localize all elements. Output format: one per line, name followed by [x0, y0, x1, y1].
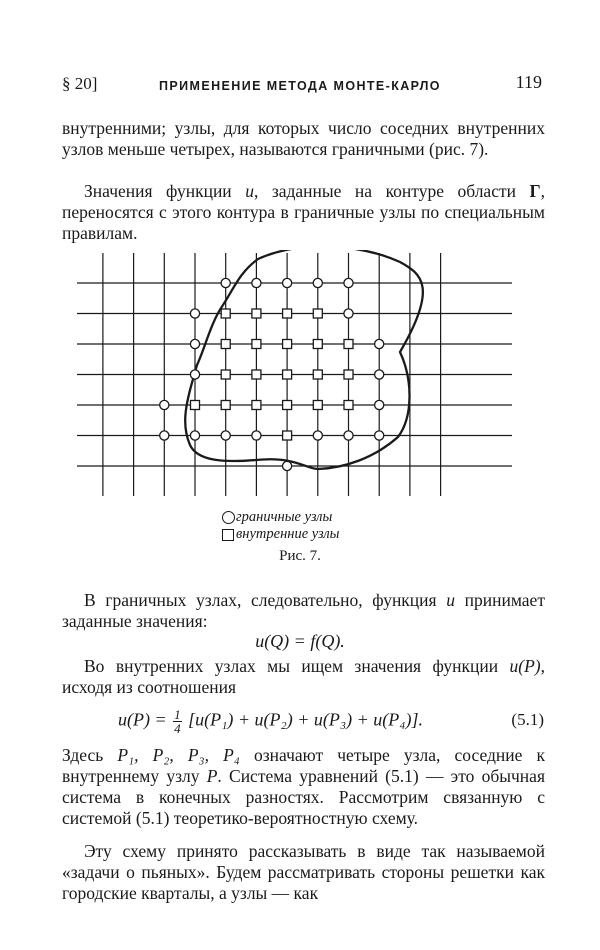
- boundary-node: [283, 461, 292, 470]
- boundary-node: [160, 431, 169, 440]
- interior-node: [283, 340, 292, 349]
- figure-caption: Рис. 7.: [279, 548, 321, 564]
- boundary-node: [375, 339, 384, 348]
- interior-node: [252, 309, 261, 318]
- paragraph-3: В граничных узлах, следовательно, функция u принимает заданные значения:: [62, 590, 545, 631]
- paragraph-5: Здесь P₁, P₂, P₃, P₄ означают четыре узла, соседние к внутреннему узлу P. Система уравнений (5.1) — это обычная система в конечных разностях. Рассмотрим связанную с системой (5.1) теоретико-вероятностную схему.: [62, 745, 545, 828]
- square-marker-icon: [222, 529, 234, 541]
- interior-node: [344, 401, 353, 410]
- figure-grid: [70, 250, 520, 510]
- interior-node: [221, 340, 230, 349]
- equation-5-1: u(P) = $\frac{1}{4}$ [u(P₁) + u(P₂) + u(P₃) + u(P₄)].: [118, 707, 424, 736]
- interior-node: [283, 370, 292, 379]
- section-number: § 20]: [62, 74, 98, 93]
- interior-node: [252, 370, 261, 379]
- interior-node: [252, 401, 261, 410]
- boundary-node: [221, 278, 230, 287]
- interior-node: [221, 309, 230, 318]
- boundary-node: [313, 278, 322, 287]
- boundary-node: [283, 278, 292, 287]
- interior-node: [313, 370, 322, 379]
- interior-node: [221, 401, 230, 410]
- boundary-node: [190, 431, 199, 440]
- boundary-node: [190, 309, 199, 318]
- legend-boundary-label: граничные узлы: [236, 509, 333, 525]
- boundary-node: [375, 400, 384, 409]
- paragraph-6: Эту схему принято рассказывать в виде так называемой «задачи о пьяных». Будем рассматривать стороны решетки как городские кварталы, а узлы — как: [62, 841, 545, 903]
- boundary-node: [190, 370, 199, 379]
- equation-label: (5.1): [511, 710, 544, 729]
- paragraph-2: Значения функции u, заданные на контуре области Г, переносятся с этого контура в граничные узлы по специальным правилам.: [62, 181, 546, 243]
- boundary-node: [344, 309, 353, 318]
- paragraph-4: Во внутренних узлах мы ищем значения функции u(P), исходя из соотношения: [62, 656, 545, 697]
- boundary-node: [252, 278, 261, 287]
- interior-node: [221, 370, 230, 379]
- boundary-node: [190, 339, 199, 348]
- interior-node: [283, 401, 292, 410]
- interior-node: [313, 309, 322, 318]
- boundary-node: [375, 431, 384, 440]
- interior-node: [313, 340, 322, 349]
- figure-legend: [222, 509, 339, 543]
- interior-node: [252, 340, 261, 349]
- boundary-node: [252, 431, 261, 440]
- interior-node: [283, 431, 292, 440]
- interior-node: [344, 340, 353, 349]
- boundary-node: [344, 278, 353, 287]
- fraction: $\frac{1}{4}$: [174, 707, 181, 736]
- boundary-node: [221, 431, 230, 440]
- interior-node: [313, 401, 322, 410]
- boundary-node: [375, 370, 384, 379]
- interior-node: [344, 370, 353, 379]
- legend-interior-label: внутренние узлы: [236, 526, 340, 542]
- paragraph-1: внутренними; узлы, для которых число соседних внутренних узлов меньше четырех, называются граничными (рис. 7).: [62, 118, 545, 159]
- equation-boundary: u(Q) = f(Q).: [255, 631, 345, 651]
- boundary-node: [344, 431, 353, 440]
- running-head-title: ПРИМЕНЕНИЕ МЕТОДА МОНТЕ-КАРЛО: [159, 79, 441, 93]
- interior-node: [283, 309, 292, 318]
- boundary-node: [160, 400, 169, 409]
- circle-marker-icon: [222, 511, 235, 524]
- boundary-node: [313, 431, 322, 440]
- interior-node: [191, 401, 200, 410]
- page-number: 119: [515, 72, 542, 92]
